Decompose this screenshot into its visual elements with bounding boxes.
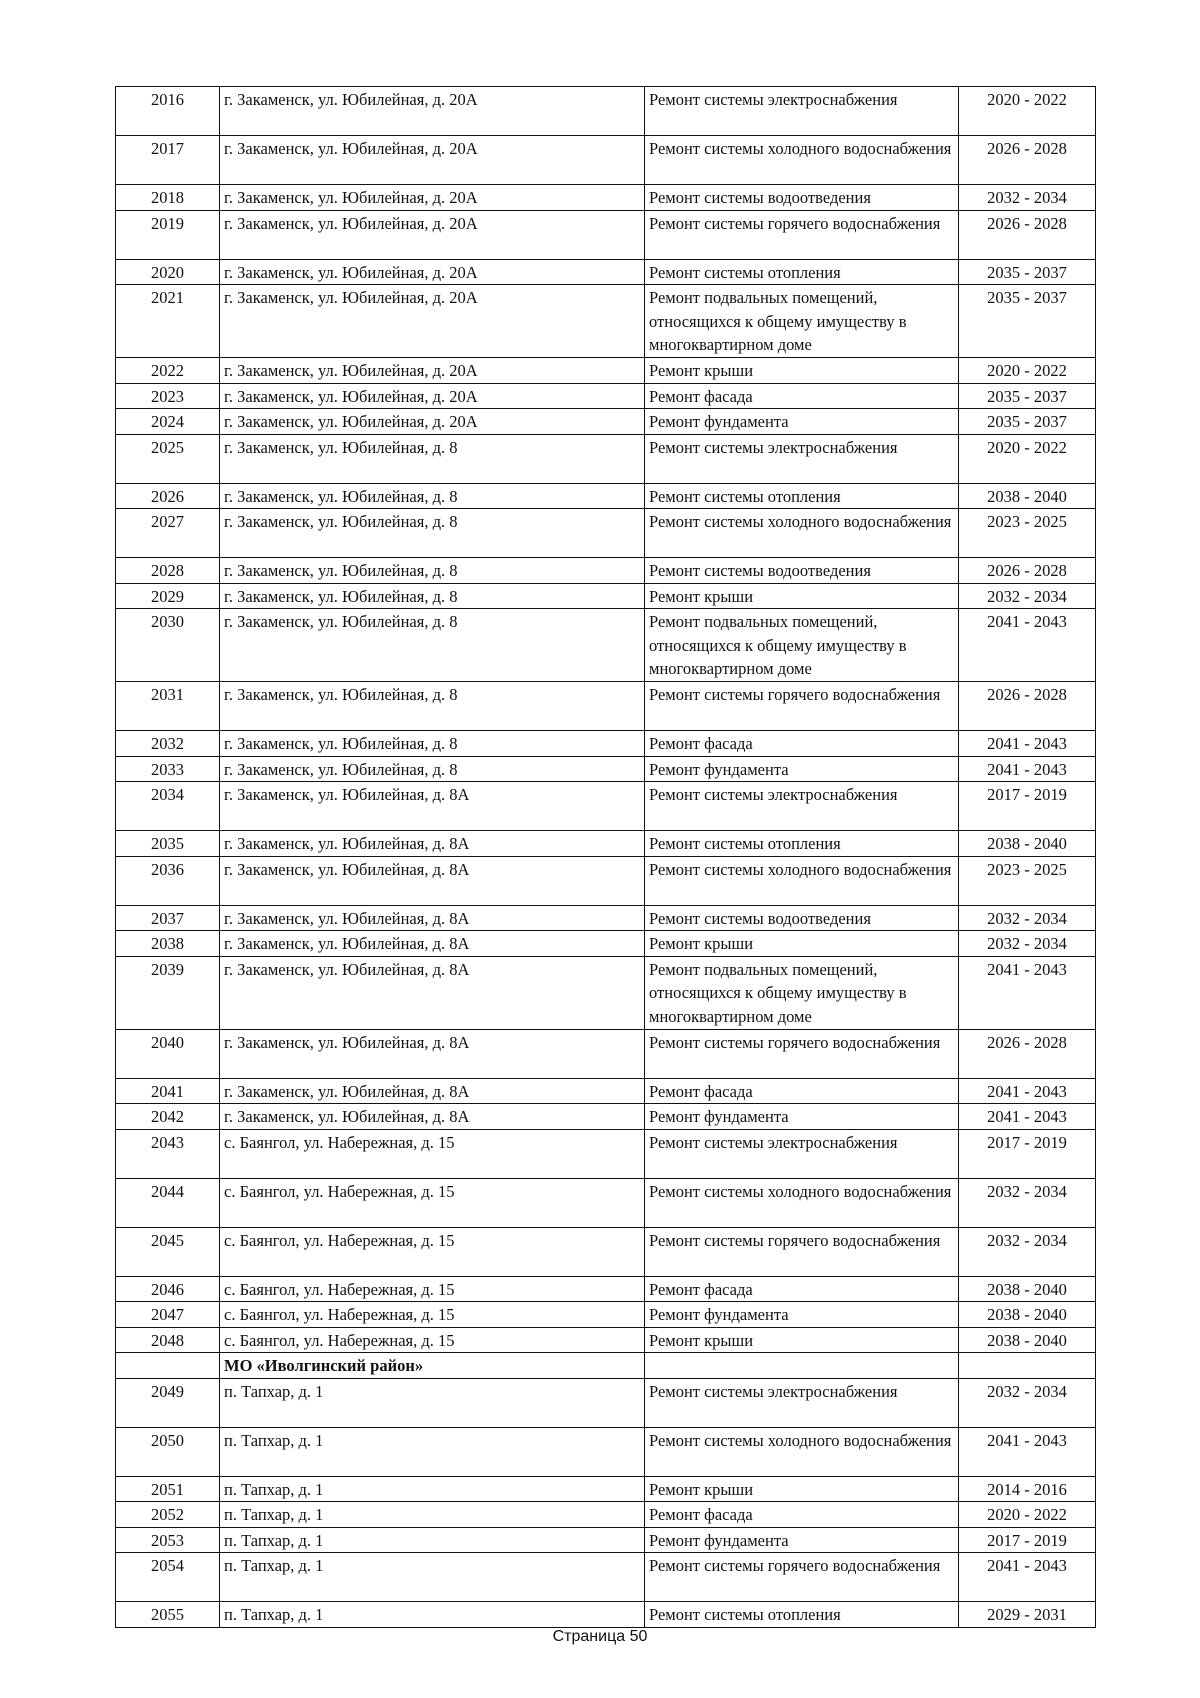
work-type-cell: Ремонт системы электроснабжения	[645, 782, 959, 831]
period-cell: 2020 - 2022	[959, 434, 1096, 483]
address-cell: г. Закаменск, ул. Юбилейная, д. 8	[220, 558, 645, 584]
period-cell: 2026 - 2028	[959, 210, 1096, 259]
table-row	[116, 1227, 1096, 1276]
work-type-cell: Ремонт системы электроснабжения	[645, 1378, 959, 1427]
table-row	[116, 831, 1096, 857]
work-type-cell: Ремонт системы отопления	[645, 483, 959, 509]
address-cell: г. Закаменск, ул. Юбилейная, д. 20А	[220, 259, 645, 285]
address-cell: г. Закаменск, ул. Юбилейная, д. 20А	[220, 409, 645, 435]
period-cell: 2041 - 2043	[959, 1427, 1096, 1476]
period-cell: 2020 - 2022	[959, 358, 1096, 384]
period-cell: 2020 - 2022	[959, 1502, 1096, 1528]
table-row	[116, 1276, 1096, 1302]
row-number-cell: 2030	[116, 609, 220, 682]
address-cell: г. Закаменск, ул. Юбилейная, д. 8	[220, 609, 645, 682]
work-type-cell: Ремонт системы электроснабжения	[645, 434, 959, 483]
table-row	[116, 434, 1096, 483]
table-row	[116, 756, 1096, 782]
period-cell: 2041 - 2043	[959, 1553, 1096, 1602]
work-type-cell: Ремонт крыши	[645, 1476, 959, 1502]
period-cell: 2032 - 2034	[959, 583, 1096, 609]
row-number-cell: 2025	[116, 434, 220, 483]
table-row	[116, 1078, 1096, 1104]
table-row	[116, 1378, 1096, 1427]
period-cell: 2014 - 2016	[959, 1476, 1096, 1502]
table-row	[116, 383, 1096, 409]
period-cell: 2032 - 2034	[959, 185, 1096, 211]
table-row	[116, 136, 1096, 185]
work-type-cell: Ремонт системы горячего водоснабжения	[645, 210, 959, 259]
table-body	[116, 87, 1096, 1628]
row-number-cell: 2037	[116, 905, 220, 931]
work-type-cell: Ремонт фасада	[645, 1078, 959, 1104]
work-type-cell: Ремонт фундамента	[645, 1104, 959, 1130]
period-cell: 2032 - 2034	[959, 1227, 1096, 1276]
work-type-cell	[645, 1353, 959, 1379]
address-cell: г. Закаменск, ул. Юбилейная, д. 8	[220, 731, 645, 757]
address-cell: г. Закаменск, ул. Юбилейная, д. 8А	[220, 931, 645, 957]
period-cell: 2041 - 2043	[959, 609, 1096, 682]
address-cell: г. Закаменск, ул. Юбилейная, д. 8А	[220, 956, 645, 1029]
work-type-cell: Ремонт фундамента	[645, 756, 959, 782]
work-type-cell: Ремонт крыши	[645, 931, 959, 957]
address-cell: г. Закаменск, ул. Юбилейная, д. 8	[220, 682, 645, 731]
work-type-cell: Ремонт системы водоотведения	[645, 558, 959, 584]
address-cell: г. Закаменск, ул. Юбилейная, д. 8А	[220, 905, 645, 931]
table-row	[116, 931, 1096, 957]
address-cell: п. Тапхар, д. 1	[220, 1602, 645, 1628]
address-cell: г. Закаменск, ул. Юбилейная, д. 8	[220, 509, 645, 558]
table-row	[116, 1327, 1096, 1353]
row-number-cell: 2041	[116, 1078, 220, 1104]
row-number-cell: 2043	[116, 1129, 220, 1178]
row-number-cell: 2046	[116, 1276, 220, 1302]
address-cell: г. Закаменск, ул. Юбилейная, д. 8А	[220, 1078, 645, 1104]
address-cell: п. Тапхар, д. 1	[220, 1527, 645, 1553]
table-row	[116, 731, 1096, 757]
row-number-cell: 2027	[116, 509, 220, 558]
table-row	[116, 1029, 1096, 1078]
address-cell: г. Закаменск, ул. Юбилейная, д. 20А	[220, 210, 645, 259]
row-number-cell: 2044	[116, 1178, 220, 1227]
work-type-cell: Ремонт фундамента	[645, 1302, 959, 1328]
address-cell: г. Закаменск, ул. Юбилейная, д. 8А	[220, 782, 645, 831]
period-cell: 2041 - 2043	[959, 1078, 1096, 1104]
period-cell: 2032 - 2034	[959, 1378, 1096, 1427]
table-row	[116, 558, 1096, 584]
work-type-cell: Ремонт фундамента	[645, 409, 959, 435]
page-number: Страница 50	[552, 1628, 648, 1645]
row-number-cell: 2033	[116, 756, 220, 782]
table-row	[116, 609, 1096, 682]
address-cell: г. Закаменск, ул. Юбилейная, д. 8	[220, 434, 645, 483]
period-cell: 2029 - 2031	[959, 1602, 1096, 1628]
address-cell: г. Закаменск, ул. Юбилейная, д. 20А	[220, 87, 645, 136]
table-row	[116, 483, 1096, 509]
row-number-cell: 2029	[116, 583, 220, 609]
address-cell: г. Закаменск, ул. Юбилейная, д. 20А	[220, 285, 645, 358]
period-cell: 2041 - 2043	[959, 1104, 1096, 1130]
address-cell: с. Баянгол, ул. Набережная, д. 15	[220, 1327, 645, 1353]
row-number-cell: 2050	[116, 1427, 220, 1476]
address-cell: с. Баянгол, ул. Набережная, д. 15	[220, 1302, 645, 1328]
table-row	[116, 259, 1096, 285]
table-row	[116, 509, 1096, 558]
row-number-cell: 2052	[116, 1502, 220, 1528]
table-row	[116, 856, 1096, 905]
row-number-cell: 2053	[116, 1527, 220, 1553]
row-number-cell: 2047	[116, 1302, 220, 1328]
address-cell: г. Закаменск, ул. Юбилейная, д. 8А	[220, 1104, 645, 1130]
work-type-cell: Ремонт крыши	[645, 583, 959, 609]
table-row	[116, 682, 1096, 731]
work-type-cell: Ремонт системы холодного водоснабжения	[645, 509, 959, 558]
table-row	[116, 1502, 1096, 1528]
period-cell: 2026 - 2028	[959, 136, 1096, 185]
row-number-cell: 2039	[116, 956, 220, 1029]
work-type-cell: Ремонт подвальных помещений, относящихся к общему имуществу в многоквартирном доме	[645, 285, 959, 358]
work-type-cell: Ремонт системы холодного водоснабжения	[645, 136, 959, 185]
period-cell: 2035 - 2037	[959, 285, 1096, 358]
period-cell: 2041 - 2043	[959, 956, 1096, 1029]
row-number-cell: 2026	[116, 483, 220, 509]
row-number-cell: 2034	[116, 782, 220, 831]
address-cell: с. Баянгол, ул. Набережная, д. 15	[220, 1227, 645, 1276]
period-cell: 2017 - 2019	[959, 1527, 1096, 1553]
table-row	[116, 1602, 1096, 1628]
table-row	[116, 583, 1096, 609]
table-row	[116, 87, 1096, 136]
address-cell: г. Закаменск, ул. Юбилейная, д. 20А	[220, 358, 645, 384]
address-cell: г. Закаменск, ул. Юбилейная, д. 20А	[220, 383, 645, 409]
period-cell: 2020 - 2022	[959, 87, 1096, 136]
work-type-cell: Ремонт системы горячего водоснабжения	[645, 1227, 959, 1276]
work-type-cell: Ремонт подвальных помещений, относящихся к общему имуществу в многоквартирном доме	[645, 956, 959, 1029]
table-row	[116, 285, 1096, 358]
row-number-cell: 2023	[116, 383, 220, 409]
row-number-cell: 2055	[116, 1602, 220, 1628]
row-number-cell: 2017	[116, 136, 220, 185]
row-number-cell: 2045	[116, 1227, 220, 1276]
period-cell: 2026 - 2028	[959, 558, 1096, 584]
address-cell: г. Закаменск, ул. Юбилейная, д. 8А	[220, 1029, 645, 1078]
work-type-cell: Ремонт системы отопления	[645, 1602, 959, 1628]
work-type-cell: Ремонт системы электроснабжения	[645, 1129, 959, 1178]
work-type-cell: Ремонт системы отопления	[645, 831, 959, 857]
period-cell: 2023 - 2025	[959, 856, 1096, 905]
period-cell: 2017 - 2019	[959, 782, 1096, 831]
row-number-cell: 2042	[116, 1104, 220, 1130]
period-cell: 2035 - 2037	[959, 409, 1096, 435]
period-cell: 2017 - 2019	[959, 1129, 1096, 1178]
period-cell: 2032 - 2034	[959, 905, 1096, 931]
table-row	[116, 185, 1096, 211]
row-number-cell: 2032	[116, 731, 220, 757]
row-number-cell: 2019	[116, 210, 220, 259]
work-type-cell: Ремонт фундамента	[645, 1527, 959, 1553]
address-cell: п. Тапхар, д. 1	[220, 1427, 645, 1476]
address-cell: г. Закаменск, ул. Юбилейная, д. 8	[220, 583, 645, 609]
work-type-cell: Ремонт фасада	[645, 383, 959, 409]
address-cell: п. Тапхар, д. 1	[220, 1553, 645, 1602]
table-row	[116, 210, 1096, 259]
work-type-cell: Ремонт крыши	[645, 1327, 959, 1353]
work-type-cell: Ремонт системы водоотведения	[645, 905, 959, 931]
table-row	[116, 1104, 1096, 1130]
period-cell: 2035 - 2037	[959, 259, 1096, 285]
row-number-cell: 2038	[116, 931, 220, 957]
address-cell: г. Закаменск, ул. Юбилейная, д. 8А	[220, 856, 645, 905]
table-row	[116, 1476, 1096, 1502]
table-row	[116, 358, 1096, 384]
work-type-cell: Ремонт системы водоотведения	[645, 185, 959, 211]
period-cell: 2038 - 2040	[959, 1276, 1096, 1302]
row-number-cell: 2020	[116, 259, 220, 285]
period-cell: 2038 - 2040	[959, 483, 1096, 509]
period-cell	[959, 1353, 1096, 1379]
work-type-cell: Ремонт системы отопления	[645, 259, 959, 285]
row-number-cell: 2054	[116, 1553, 220, 1602]
row-number-cell: 2021	[116, 285, 220, 358]
row-number-cell: 2016	[116, 87, 220, 136]
address-cell: г. Закаменск, ул. Юбилейная, д. 8А	[220, 831, 645, 857]
work-type-cell: Ремонт подвальных помещений, относящихся к общему имуществу в многоквартирном доме	[645, 609, 959, 682]
work-type-cell: Ремонт системы холодного водоснабжения	[645, 1178, 959, 1227]
work-type-cell: Ремонт крыши	[645, 358, 959, 384]
address-cell: г. Закаменск, ул. Юбилейная, д. 8	[220, 483, 645, 509]
work-type-cell: Ремонт системы электроснабжения	[645, 87, 959, 136]
period-cell: 2032 - 2034	[959, 1178, 1096, 1227]
address-cell: МО «Иволгинский район»	[220, 1353, 645, 1379]
work-type-cell: Ремонт фасада	[645, 1276, 959, 1302]
row-number-cell: 2031	[116, 682, 220, 731]
work-type-cell: Ремонт системы горячего водоснабжения	[645, 682, 959, 731]
row-number-cell: 2024	[116, 409, 220, 435]
period-cell: 2023 - 2025	[959, 509, 1096, 558]
work-type-cell: Ремонт системы холодного водоснабжения	[645, 1427, 959, 1476]
address-cell: с. Баянгол, ул. Набережная, д. 15	[220, 1276, 645, 1302]
row-number-cell	[116, 1353, 220, 1379]
period-cell: 2026 - 2028	[959, 1029, 1096, 1078]
address-cell: г. Закаменск, ул. Юбилейная, д. 8	[220, 756, 645, 782]
period-cell: 2026 - 2028	[959, 682, 1096, 731]
address-cell: г. Закаменск, ул. Юбилейная, д. 20А	[220, 185, 645, 211]
table-row	[116, 1302, 1096, 1328]
row-number-cell: 2051	[116, 1476, 220, 1502]
row-number-cell: 2035	[116, 831, 220, 857]
row-number-cell: 2049	[116, 1378, 220, 1427]
period-cell: 2038 - 2040	[959, 831, 1096, 857]
table-row	[116, 956, 1096, 1029]
table-row	[116, 1129, 1096, 1178]
address-cell: п. Тапхар, д. 1	[220, 1502, 645, 1528]
row-number-cell: 2036	[116, 856, 220, 905]
work-type-cell: Ремонт системы горячего водоснабжения	[645, 1553, 959, 1602]
row-number-cell: 2018	[116, 185, 220, 211]
work-type-cell: Ремонт фасада	[645, 1502, 959, 1528]
period-cell: 2032 - 2034	[959, 931, 1096, 957]
row-number-cell: 2028	[116, 558, 220, 584]
table-row	[116, 1178, 1096, 1227]
section-header-row	[116, 1353, 1096, 1379]
row-number-cell: 2022	[116, 358, 220, 384]
table-row	[116, 1427, 1096, 1476]
repair-schedule-table	[115, 86, 1096, 1628]
address-cell: с. Баянгол, ул. Набережная, д. 15	[220, 1129, 645, 1178]
period-cell: 2041 - 2043	[959, 756, 1096, 782]
address-cell: с. Баянгол, ул. Набережная, д. 15	[220, 1178, 645, 1227]
row-number-cell: 2048	[116, 1327, 220, 1353]
work-type-cell: Ремонт системы холодного водоснабжения	[645, 856, 959, 905]
address-cell: г. Закаменск, ул. Юбилейная, д. 20А	[220, 136, 645, 185]
period-cell: 2041 - 2043	[959, 731, 1096, 757]
period-cell: 2038 - 2040	[959, 1302, 1096, 1328]
table-row	[116, 1527, 1096, 1553]
row-number-cell: 2040	[116, 1029, 220, 1078]
address-cell: п. Тапхар, д. 1	[220, 1476, 645, 1502]
table-row	[116, 782, 1096, 831]
table-row	[116, 1553, 1096, 1602]
table-row	[116, 409, 1096, 435]
address-cell: п. Тапхар, д. 1	[220, 1378, 645, 1427]
table-row	[116, 905, 1096, 931]
work-type-cell: Ремонт фасада	[645, 731, 959, 757]
work-type-cell: Ремонт системы горячего водоснабжения	[645, 1029, 959, 1078]
period-cell: 2038 - 2040	[959, 1327, 1096, 1353]
period-cell: 2035 - 2037	[959, 383, 1096, 409]
